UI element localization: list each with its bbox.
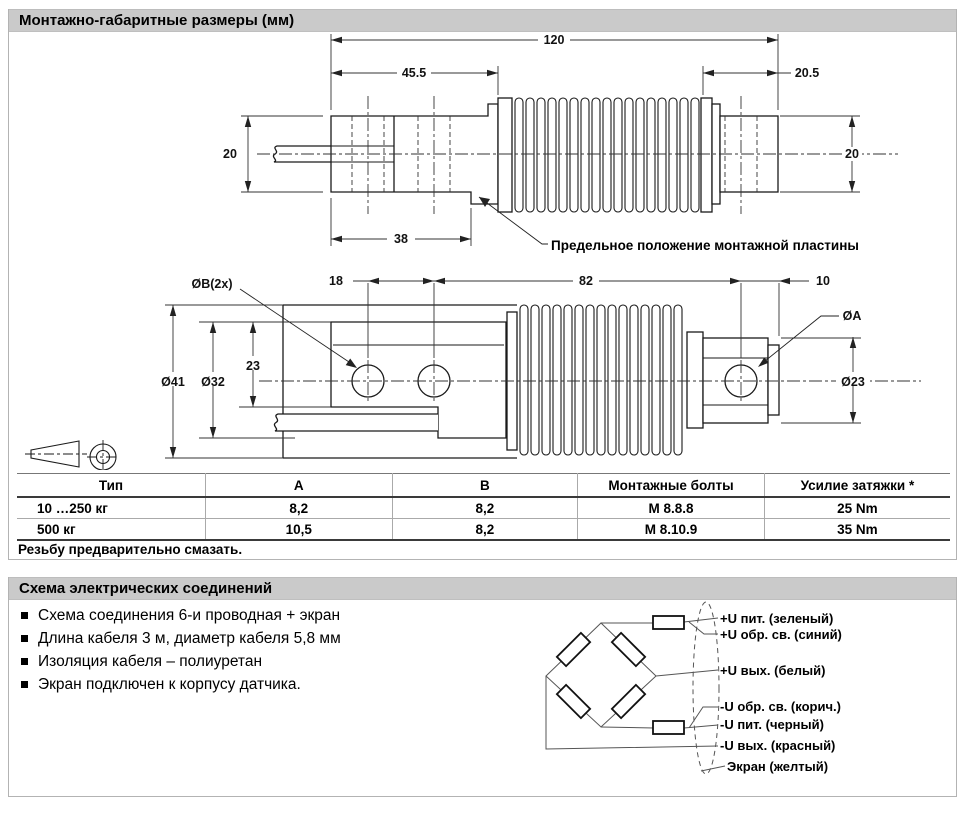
projection-symbol	[25, 440, 119, 470]
wire-labels	[720, 611, 842, 774]
col-header-type: Тип	[17, 474, 205, 498]
bellows-section	[520, 305, 682, 455]
table-header-row	[17, 474, 950, 498]
wiring-notes-list	[21, 604, 341, 696]
dim-base-length: 38	[394, 232, 408, 246]
wire-label-excitation-minus: -U пит. (черный)	[720, 717, 824, 732]
wire-label-sense-plus: +U обр. св. (синий)	[720, 627, 842, 642]
dim-left-length: 45.5	[401, 66, 427, 80]
cable-shield-ellipse	[693, 602, 719, 774]
cell-a: 10,5	[205, 519, 392, 541]
strain-gauge-resistor	[557, 685, 590, 718]
cell-torque: 35 Nm	[764, 519, 950, 541]
cell-b: 8,2	[392, 497, 578, 519]
section-title-bar	[9, 9, 956, 32]
wire-label-output-plus: +U вых. (белый)	[720, 663, 826, 678]
cell-b: 8,2	[392, 519, 578, 541]
dim-overall-length: 120	[543, 33, 565, 47]
strain-gauge-resistor	[612, 685, 645, 718]
cell-a: 8,2	[205, 497, 392, 519]
wire-label-shield: Экран (желтый)	[727, 759, 829, 774]
bullet-square-icon	[21, 612, 28, 619]
wire-label-sense-minus: -U обр. св. (корич.)	[720, 699, 841, 714]
dim-dia-inner: Ø32	[201, 375, 225, 389]
list-item: Длина кабеля 3 м, диаметр кабеля 5,8 мм	[21, 627, 341, 650]
dim-end-length: 10	[816, 274, 830, 288]
col-header-bolts: Монтажные болты	[578, 474, 765, 498]
bullet-square-icon	[21, 635, 28, 642]
wire-label-excitation-plus: +U пит. (зеленый)	[720, 611, 834, 626]
wire-label-output-minus: -U вых. (красный)	[720, 738, 836, 753]
dim-dia-end: Ø23	[841, 375, 865, 389]
col-header-a: A	[205, 474, 392, 498]
dim-bellows-length: 82	[579, 274, 593, 288]
cell-type: 10 …250 кг	[17, 497, 205, 519]
bellows-flange-right	[701, 98, 712, 212]
bolt-torque-table	[17, 473, 950, 541]
table-row	[17, 497, 950, 519]
strain-gauge-resistor	[557, 633, 590, 666]
dim-dia-outer: Ø41	[161, 375, 185, 389]
cell-bolts: M 8.10.9	[578, 519, 765, 541]
wiring-section	[8, 577, 957, 797]
bullet-square-icon	[21, 658, 28, 665]
mounting-plate-leader-label: Предельное положение монтажной пластины	[551, 238, 859, 253]
dim-right-length: 20.5	[794, 66, 820, 80]
wiring-section-title: Схема электрических соединений	[19, 580, 273, 597]
list-item: Схема соединения 6-и проводная + экран	[21, 604, 341, 627]
compensation-resistor	[653, 721, 684, 734]
list-item: Экран подключен к корпусу датчика.	[21, 673, 341, 696]
wheatstone-bridge	[546, 623, 656, 727]
bellows	[515, 98, 699, 212]
bullet-square-icon	[21, 681, 28, 688]
compensation-resistor	[653, 616, 684, 629]
dim-hole-pitch: 18	[329, 274, 343, 288]
list-item: Изоляция кабеля – полиуретан	[21, 650, 341, 673]
table-footnote: Резьбу предварительно смазать.	[18, 542, 243, 557]
dim-dia-right: 20	[845, 147, 859, 161]
dim-plate-height: 23	[246, 359, 260, 373]
cell-bolts: M 8.8.8	[578, 497, 765, 519]
cell-type: 500 кг	[37, 521, 76, 537]
table-row	[17, 519, 950, 541]
section-view	[259, 305, 921, 458]
hole-diameter-label: ØB(2x)	[191, 277, 233, 291]
cable-bottom	[274, 414, 438, 431]
strain-gauge-resistor	[612, 633, 645, 666]
side-view	[257, 96, 898, 214]
section-title-bar	[9, 577, 956, 600]
mounting-section-title: Монтажно-габаритные размеры (мм)	[19, 12, 295, 29]
dim-dia-left: 20	[223, 147, 237, 161]
col-header-b: B	[392, 474, 578, 498]
mounting-dimensions-section	[8, 9, 957, 560]
col-header-torque: Усилие затяжки *	[764, 474, 950, 498]
cell-torque: 25 Nm	[764, 497, 950, 519]
end-hole-diameter-label: ØA	[842, 309, 862, 323]
bellows-flange-left	[498, 98, 512, 212]
technical-drawing	[9, 30, 956, 470]
wiring-diagram	[531, 599, 961, 796]
